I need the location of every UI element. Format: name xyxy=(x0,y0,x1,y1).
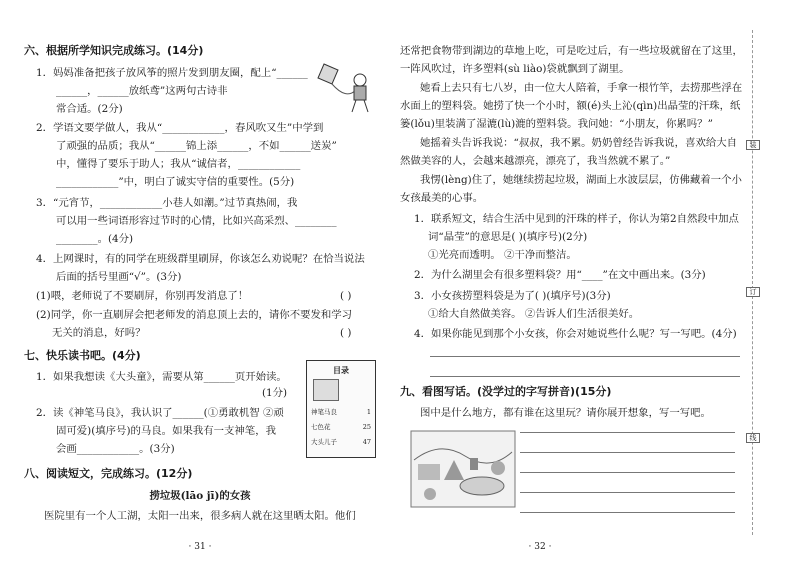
passage-line: 她摇着头告诉我说：“叔叔，我不累。奶奶曾经告诉我说，喜欢给大自 xyxy=(420,137,738,149)
right-page xyxy=(400,0,800,566)
passage-line: 篓(lǒu)里装满了湿漉(lù)漉的塑料袋。我问她：“小朋友，你累吗？” xyxy=(400,118,713,130)
q6-1-line3: 常合适。(2分) xyxy=(56,103,123,115)
section-9-prompt: 图中是什么地方，都有谁在这里玩？请你展开想象，写一写吧。 xyxy=(420,407,711,419)
answer-line[interactable] xyxy=(430,356,740,357)
q6-4-option2-line1: (2)同学，你一直刷屏会把老师发的消息顶上去的，请你不要发和学习 xyxy=(36,309,353,321)
passage-line: 然做美容的人，会越来越漂亮，漂亮了，我当然就不累了。” xyxy=(400,155,671,167)
q6-3-line2: 可以用一些词语形容过节时的心情，比如兴高采烈、________ xyxy=(56,215,337,227)
q8-1-options: ①光亮而透明。 ②干净而整洁。 xyxy=(428,249,577,261)
q8-3: 3．小女孩捞塑料袋是为了( )(填序号)(3分) xyxy=(414,290,611,302)
q8-3-options: ①给大自然做美容。 ②告诉人们生活很美好。 xyxy=(428,308,640,320)
toc-row: 神笔马良 1 xyxy=(311,408,371,416)
writing-line[interactable] xyxy=(520,472,735,473)
passage-title: 捞垃圾(lāo jī)的女孩 xyxy=(149,490,251,502)
book-toc-card xyxy=(306,360,376,458)
passage-line: 她看上去只有七八岁，由一位大人陪着，手拿一根竹竿，去捞那些浮在 xyxy=(420,82,743,94)
q6-2-line1: 2．学语文要学做人，我从“____________，春风吹又生”中学到 xyxy=(36,122,324,134)
binding-mark: 订 xyxy=(746,287,760,297)
q8-1-line2: 词“晶莹”的意思是( )(填序号)(2分) xyxy=(428,231,588,243)
q6-1-line1: 1．妈妈准备把孩子放风筝的照片发到朋友圈，配上“______ xyxy=(36,67,308,79)
writing-line[interactable] xyxy=(520,432,735,433)
q6-4-option1-paren[interactable]: ( ) xyxy=(340,290,352,302)
q6-1-line2: ______，______放纸鸢”这两句古诗非 xyxy=(56,85,228,97)
page-number-right: · 32 · xyxy=(528,542,552,552)
binding-mark: 装 xyxy=(746,140,760,150)
q6-4-line1: 4．上网课时，有的同学在班级群里刷屏，你该怎么劝说呢？在恰当说法 xyxy=(36,253,365,265)
q8-4: 4．如果你能见到那个小女孩，你会对她说些什么呢？写一写吧。(4分) xyxy=(414,328,737,340)
q6-4-option2-paren[interactable]: ( ) xyxy=(340,327,352,339)
section-8-heading: 八、阅读短文，完成练习。(12分) xyxy=(24,467,193,480)
writing-line[interactable] xyxy=(520,452,735,453)
passage-line: 女孩最美的心事。 xyxy=(400,192,484,204)
q6-4-option1: (1)喂，老师说了不要刷屏，你别再发消息了！ xyxy=(36,290,249,302)
q7-1: 1．如果我想读《大头童》，需要从第______页开始读。 xyxy=(36,371,287,383)
passage-line: 我愣(lèng)住了，她继续捞起垃圾，湖面上水波层层，仿佛藏着一个小 xyxy=(420,174,742,186)
section-9-heading: 九、看图写话。(没学过的字写拼音)(15分) xyxy=(400,385,612,398)
q6-2-line2: 了顽强的品质；我从“______锦上添______，不如______送炭” xyxy=(56,140,337,152)
q7-2-line2: 固可爱)(填序号)的马良。如果我有一支神笔，我 xyxy=(56,425,276,437)
park-scene-illustration xyxy=(410,430,516,508)
writing-line[interactable] xyxy=(520,512,735,513)
toc-row: 七色花 25 xyxy=(311,423,371,431)
toc-list xyxy=(311,405,371,450)
answer-line[interactable] xyxy=(430,376,740,377)
q6-4-line2: 后面的括号里画“√”。(3分) xyxy=(56,271,182,283)
q6-2-line3: 中，懂得了要乐于助人；我从“诚信者，____________ xyxy=(56,158,301,170)
q7-2-line3: 会画____________。(3分) xyxy=(56,443,175,455)
binding-mark: 线 xyxy=(746,433,760,443)
writing-line[interactable] xyxy=(520,492,735,493)
passage-para1: 医院里有一个人工湖，太阳一出来，很多病人就在这里晒太阳。他们 xyxy=(44,510,356,522)
book-cover-image xyxy=(313,379,339,401)
q8-2: 2．为什么湖里会有很多塑料袋？用“____”在文中画出来。(3分) xyxy=(414,269,706,281)
kite-boy-illustration xyxy=(316,60,378,118)
passage-line: 一阵风吹过，许多塑料(sù liào)袋就飘到了湖里。 xyxy=(400,63,630,75)
q8-1-line1: 1．联系短文，结合生活中见到的汗珠的样子，你认为第2自然段中加点 xyxy=(414,213,739,225)
q6-2-line4: ____________”中，明白了诚实守信的重要性。(5分) xyxy=(56,176,295,188)
passage-line: 水面上的塑料袋。她捞了快一个小时，额(é)头上沁(qìn)出晶莹的汗珠，纸 xyxy=(400,100,741,112)
q6-3-line3: ________。(4分) xyxy=(56,233,134,245)
toc-row: 大头儿子 47 xyxy=(311,438,371,446)
q7-2-line1: 2．读《神笔马良》，我认识了______(①勇敢机智 ②顽 xyxy=(36,407,284,419)
page-number-left: · 31 · xyxy=(188,542,212,552)
q6-4-option2-line2: 无关的消息，好吗？ xyxy=(52,327,146,339)
q7-1-score: (1分) xyxy=(262,387,288,399)
q6-3-line1: 3．“元宵节，____________小巷人如潮。”过节真热闹，我 xyxy=(36,197,298,209)
passage-line: 还常把食物带到湖边的草地上吃，可是吃过后，有一些垃圾就留在了这里， xyxy=(400,45,743,57)
section-7-heading: 七、快乐读书吧。(4分) xyxy=(24,349,141,362)
binding-line xyxy=(752,30,753,535)
section-6-heading: 六、根据所学知识完成练习。(14分) xyxy=(24,44,204,57)
toc-title: 目录 xyxy=(333,366,349,375)
